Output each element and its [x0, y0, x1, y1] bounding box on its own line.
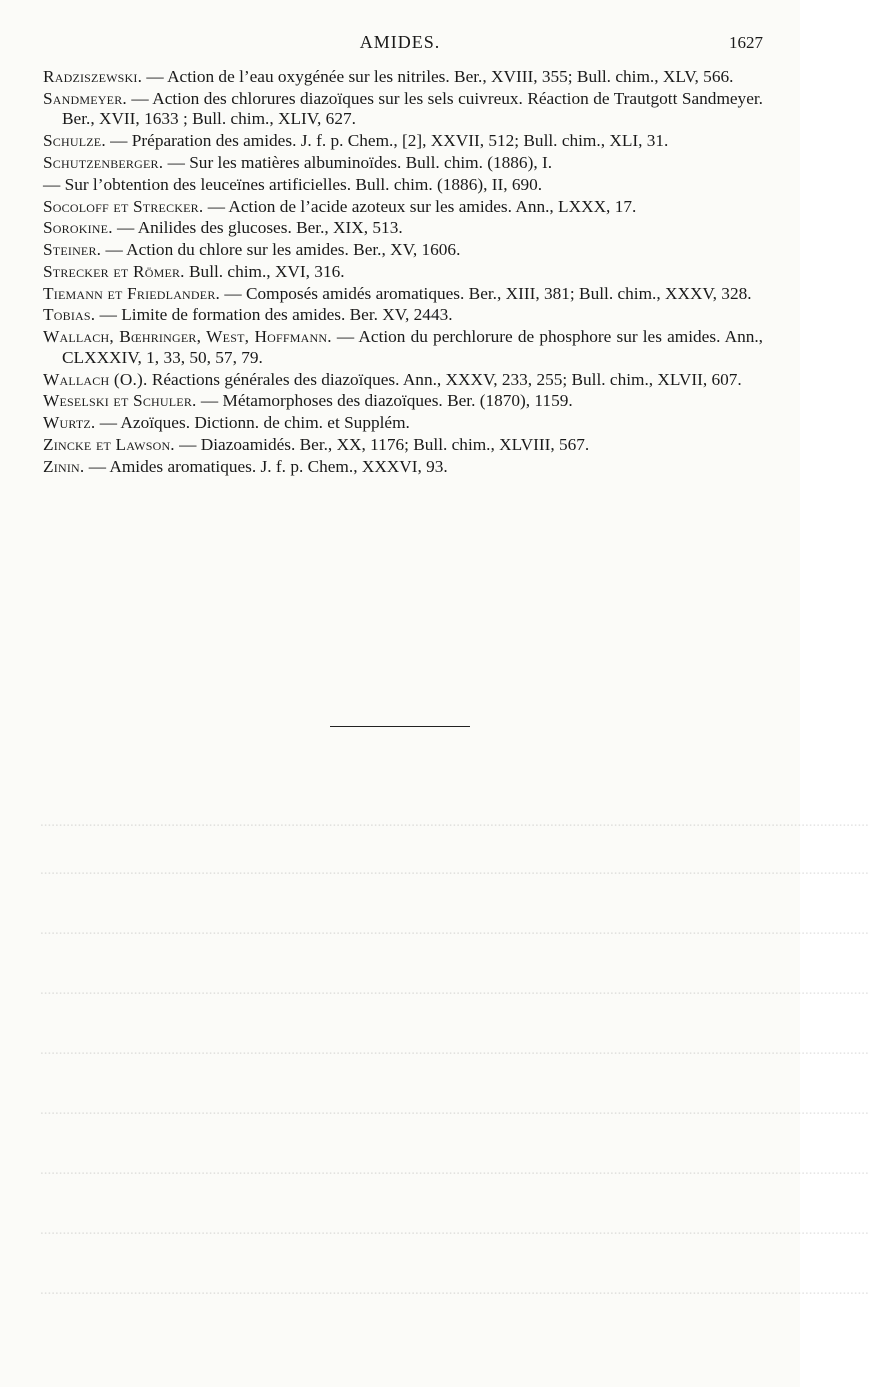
- reference-author: Radziszewski.: [43, 67, 143, 86]
- reference-entry: [43, 284, 763, 305]
- reference-text: Réactions générales des diazoïques. Ann., XXXV, 233, 255; Bull. chim., XLVII, 607.: [147, 369, 742, 389]
- reference-author: Zincke et Lawson.: [43, 434, 175, 454]
- show-through-text: .............................................................................................................................................................................................................................: [40, 1162, 869, 1178]
- reference-text: — Anilides des glucoses. Ber., XIX, 513.: [112, 218, 403, 238]
- page-number: 1627: [729, 33, 763, 52]
- reference-author: Socoloff et Strecker.: [43, 196, 204, 216]
- reference-text: — Préparation des amides. J. f. p. Chem., [2], XXVII, 512; Bull. chim., XLI, 31.: [105, 131, 669, 151]
- reference-text: — Action des chlorures diazoïques sur les sels cuivreux. Réaction de Trautgott Sandmeyer. Ber., XVII, 1633 ; Bull. chim., XLIV, 627.: [62, 88, 763, 129]
- show-through-text: .............................................................................................................................................................................................................................: [40, 1222, 869, 1238]
- reference-text: — Métamorphoses des diazoïques. Ber. (1870), 1159.: [196, 391, 573, 411]
- reference-entry: [43, 197, 763, 218]
- show-through-text: .............................................................................................................................................................................................................................: [40, 814, 869, 830]
- reference-author: Weselski et Schuler.: [43, 391, 197, 411]
- reference-entry: [43, 327, 763, 368]
- show-through-text: .............................................................................................................................................................................................................................: [40, 982, 869, 998]
- reference-text: — Amides aromatiques. J. f. p. Chem., XXXVI, 93.: [84, 456, 448, 476]
- show-through-text: .............................................................................................................................................................................................................................: [40, 1102, 869, 1118]
- show-through-text: .............................................................................................................................................................................................................................: [40, 862, 869, 878]
- reference-text: — Composés amidés aromatiques. Ber., XIII, 381; Bull. chim., XXXV, 328.: [220, 283, 752, 303]
- reference-author: Sandmeyer.: [43, 88, 127, 108]
- reference-author: Strecker et Römer.: [43, 261, 185, 281]
- reference-author: Sorokine.: [43, 218, 113, 238]
- reference-text: — Action de l’eau oxygénée sur les nitriles. Ber., XVIII, 355; Bull. chim., XLV, 566.: [142, 67, 734, 86]
- reference-entry: [43, 262, 763, 283]
- section-divider: [330, 726, 470, 727]
- reference-entry: [43, 435, 763, 456]
- reference-entry: [43, 457, 763, 478]
- reference-text: — Action du perchlorure de phosphore sur les amides. Ann., CLXXXIV, 1, 33, 50, 57, 79.: [62, 327, 763, 367]
- reference-text: — Action du chlore sur les amides. Ber., XV, 1606.: [101, 240, 461, 260]
- reference-text: — Limite de formation des amides. Ber. XV, 2443.: [95, 305, 453, 325]
- reference-entry: [43, 153, 763, 174]
- reference-author: Wurtz.: [43, 413, 96, 433]
- reference-author: Schulze.: [43, 131, 106, 151]
- reference-author: Tiemann et Friedlander.: [43, 283, 221, 303]
- reference-entry: [43, 305, 763, 326]
- reference-text: — Sur l’obtention des leuceïnes artificielles. Bull. chim. (1886), II, 690.: [43, 174, 543, 194]
- show-through-text: .............................................................................................................................................................................................................................: [40, 922, 869, 938]
- reference-text: Bull. chim., XVI, 316.: [184, 261, 345, 281]
- reference-entry: [43, 370, 763, 391]
- reference-entry: [43, 67, 763, 88]
- running-title: AMIDES.: [359, 32, 441, 52]
- reference-author: Wallach, Bœhringer, West, Hoffmann.: [43, 327, 332, 347]
- reference-entry: [43, 175, 763, 196]
- reference-text: — Azoïques. Dictionn. de chim. et Supplém.: [95, 413, 410, 433]
- page-header: [0, 30, 800, 58]
- reference-entry: [43, 218, 763, 239]
- reference-text: — Sur les matières albuminoïdes. Bull. chim. (1886), I.: [163, 152, 553, 172]
- reference-list: [43, 67, 763, 478]
- reference-entry: [43, 240, 763, 261]
- show-through-text: .............................................................................................................................................................................................................................: [40, 1282, 869, 1298]
- reference-entry: [43, 413, 763, 434]
- reference-entry: [43, 131, 763, 152]
- reference-author: Zinin.: [43, 456, 85, 476]
- reference-entry: [43, 89, 763, 130]
- reference-entry: [43, 391, 763, 412]
- reference-author: Schutzenberger.: [43, 152, 164, 172]
- reference-text: — Action de l’acide azoteux sur les amides. Ann., LXXX, 17.: [203, 196, 637, 216]
- reference-author: Steiner.: [43, 240, 102, 260]
- reference-text: — Diazoamidés. Ber., XX, 1176; Bull. chim., XLVIII, 567.: [174, 434, 590, 454]
- reference-author: Tobias.: [43, 305, 96, 325]
- show-through-text: .............................................................................................................................................................................................................................: [40, 1042, 869, 1058]
- reference-author: Wallach (O.).: [43, 369, 148, 389]
